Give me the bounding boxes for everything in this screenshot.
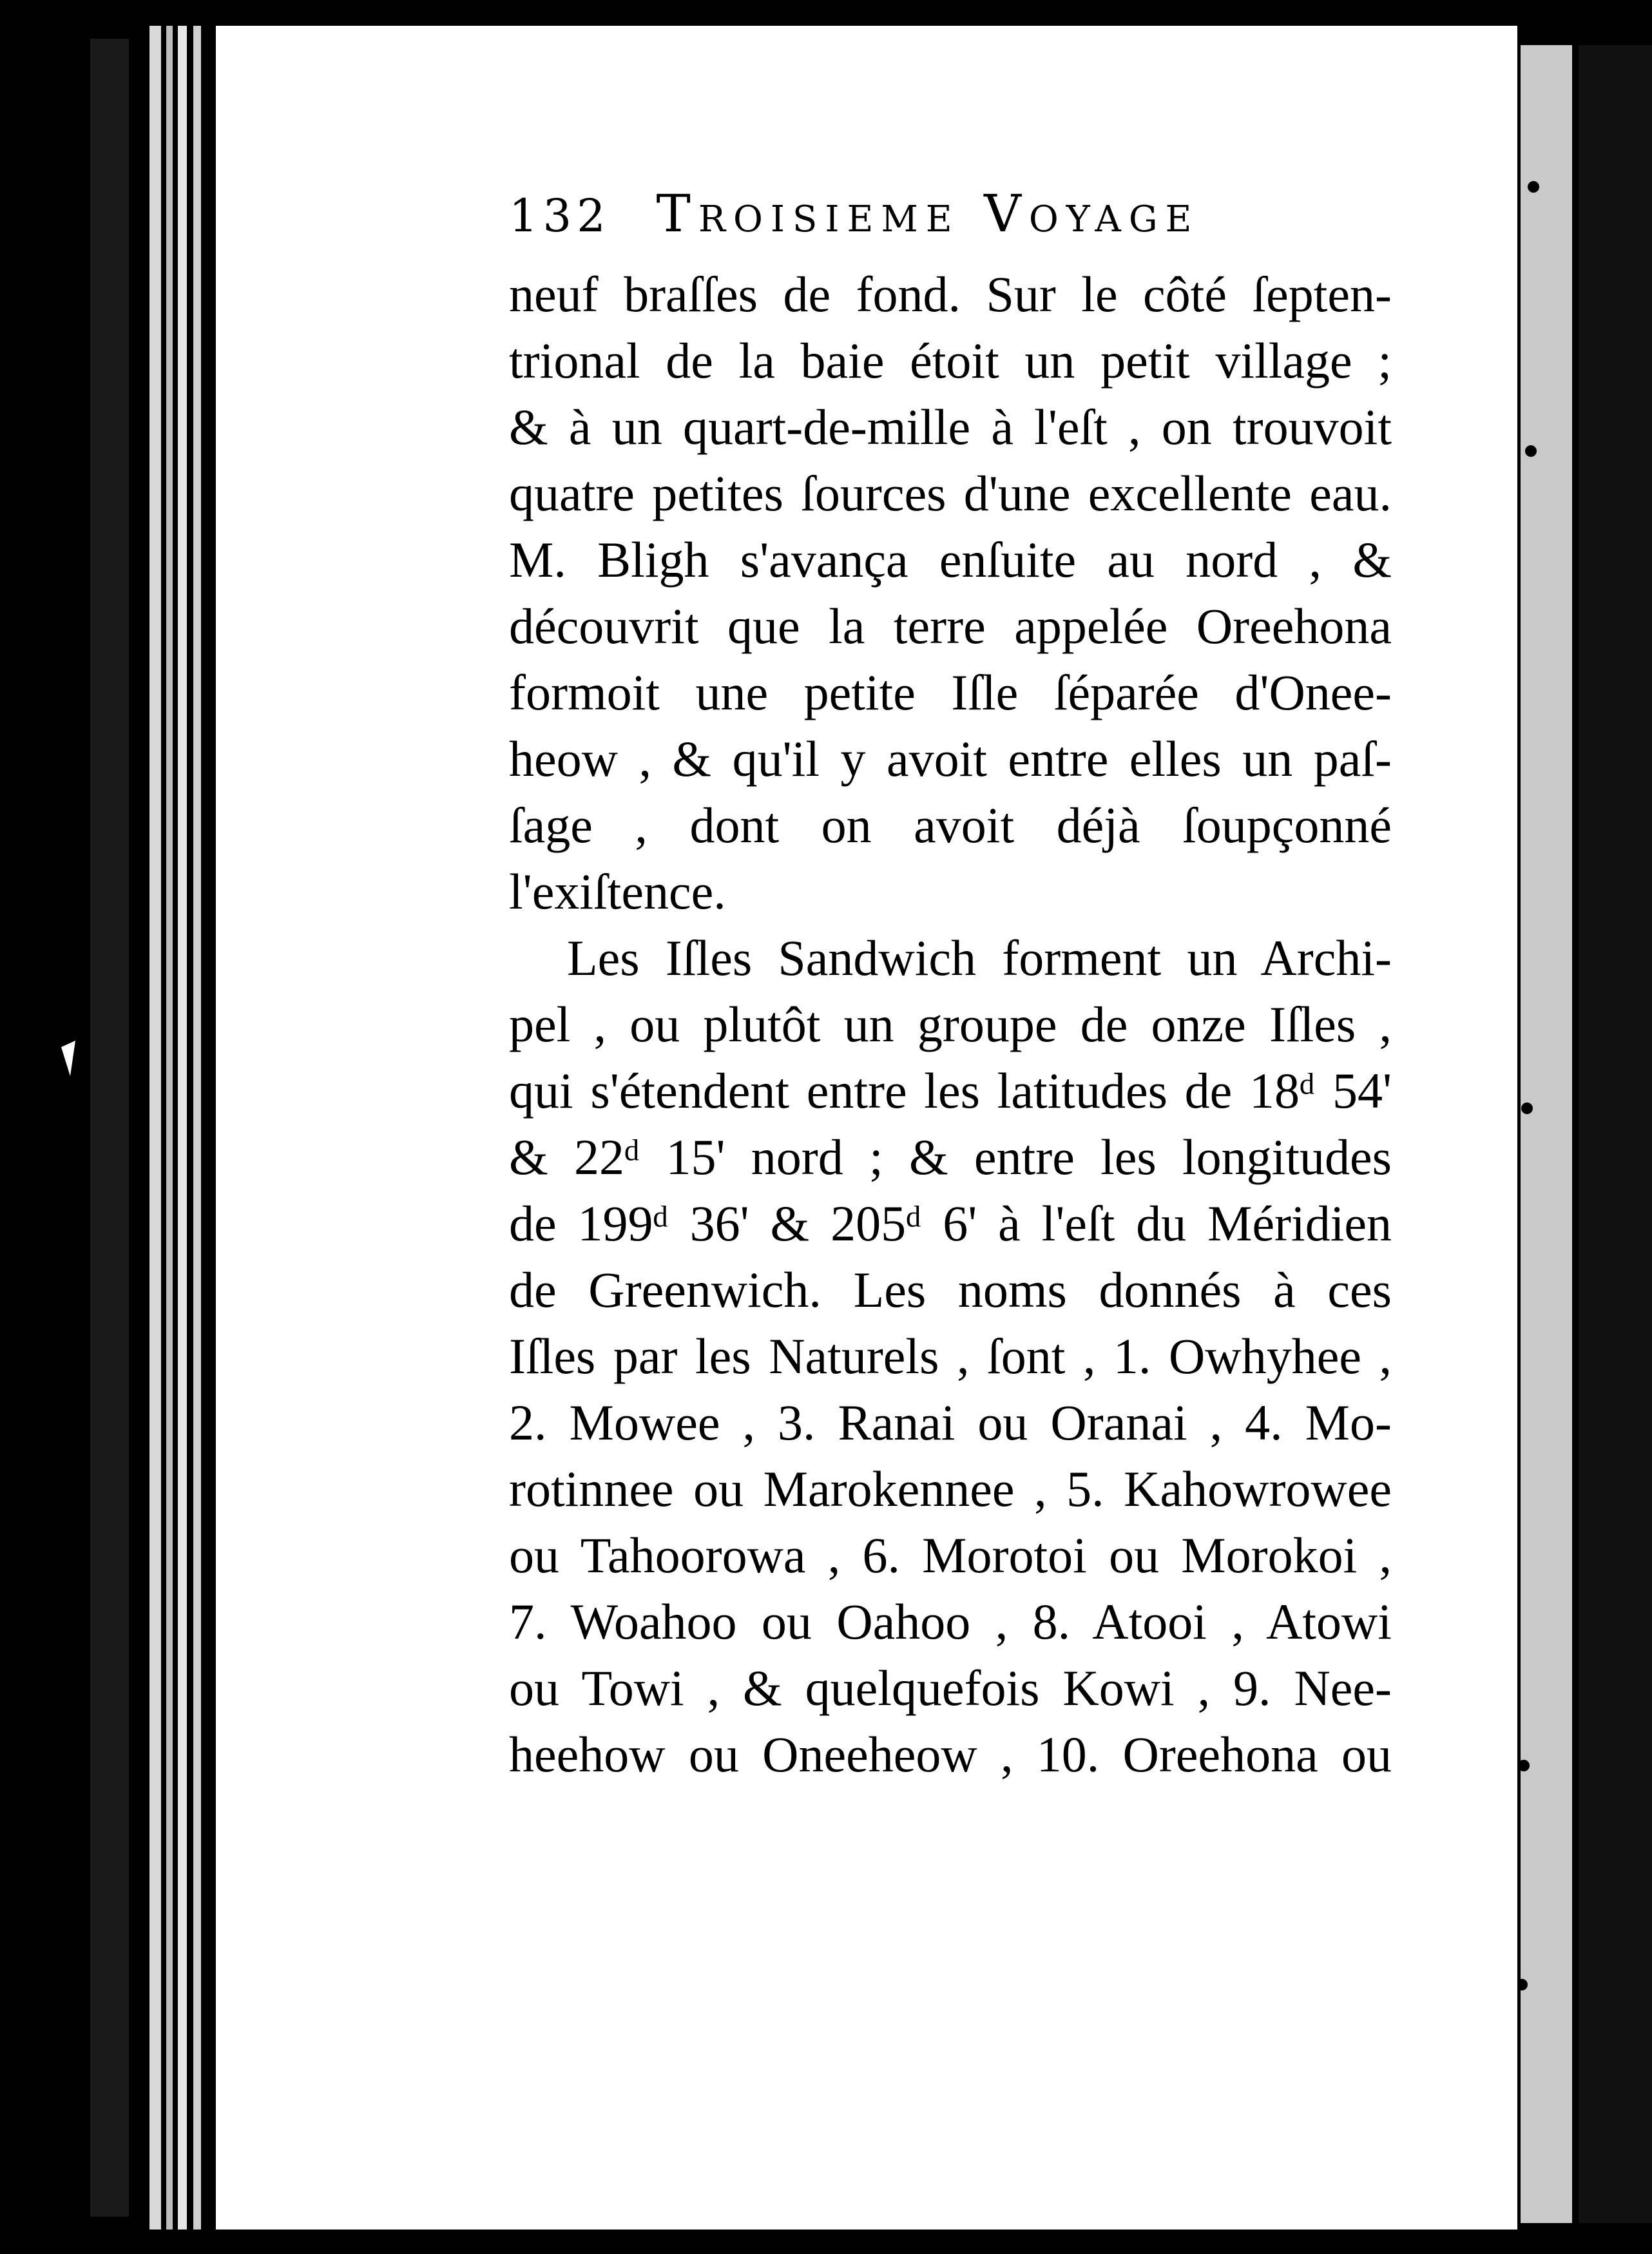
text-line: découvrit que la terre appelée Oreehona bbox=[509, 598, 1392, 654]
text-line: heow , & qu'il y avoit entre elles un paſ- bbox=[509, 731, 1392, 787]
text-line: Les Iſles Sandwich forment un Archi- bbox=[567, 930, 1392, 986]
text-line: M. Bligh s'avança enſuite au nord , & bbox=[509, 532, 1392, 588]
text-line: trional de la baie étoit un petit village ; bbox=[509, 332, 1392, 389]
text-line: l'exiſtence. bbox=[509, 863, 726, 920]
text-line: ou Tahoorowa , 6. Morotoi ou Morokoi , bbox=[509, 1527, 1392, 1583]
page-number: 132 bbox=[509, 189, 611, 242]
text-line: 7. Woahoo ou Oahoo , 8. Atooi , Atowi bbox=[509, 1594, 1392, 1650]
text-line: de 199ᵈ 36' & 205ᵈ 6' à l'eſt du Méridien bbox=[509, 1195, 1392, 1251]
text-line: & 22ᵈ 15' nord ; & entre les longitudes bbox=[509, 1129, 1392, 1185]
text-line: formoit une petite Iſle ſéparée d'Onee- bbox=[509, 664, 1392, 720]
text-line: ſage , dont on avoit déjà ſoupçonné bbox=[509, 797, 1392, 853]
running-title: Troisieme Voyage bbox=[656, 184, 1200, 244]
text-line: quatre petites ſources d'une excellente eau. bbox=[509, 465, 1392, 521]
text-line: Iſles par les Naturels , ſont , 1. Owhyhee , bbox=[509, 1328, 1392, 1384]
text-line: neuf braſſes de fond. Sur le côté ſepten- bbox=[509, 266, 1392, 322]
body-text bbox=[509, 261, 1392, 1787]
text-line: rotinnee ou Marokennee , 5. Kahowrowee bbox=[509, 1461, 1392, 1517]
text-line: ou Towi , & quelquefois Kowi , 9. Nee- bbox=[509, 1660, 1392, 1716]
text-line: heehow ou Oneeheow , 10. Oreehona ou bbox=[509, 1726, 1392, 1782]
running-header bbox=[509, 184, 1256, 255]
text-line: de Greenwich. Les noms donnés à ces bbox=[509, 1262, 1392, 1318]
text-line: 2. Mowee , 3. Ranai ou Oranai , 4. Mo- bbox=[509, 1394, 1392, 1450]
text-line: & à un quart-de-mille à l'eſt , on trouvoit bbox=[509, 399, 1392, 455]
text-line: qui s'étendent entre les latitudes de 18ᵈ 54' bbox=[509, 1063, 1392, 1119]
text-line: pel , ou plutôt un groupe de onze Iſles , bbox=[509, 996, 1392, 1052]
